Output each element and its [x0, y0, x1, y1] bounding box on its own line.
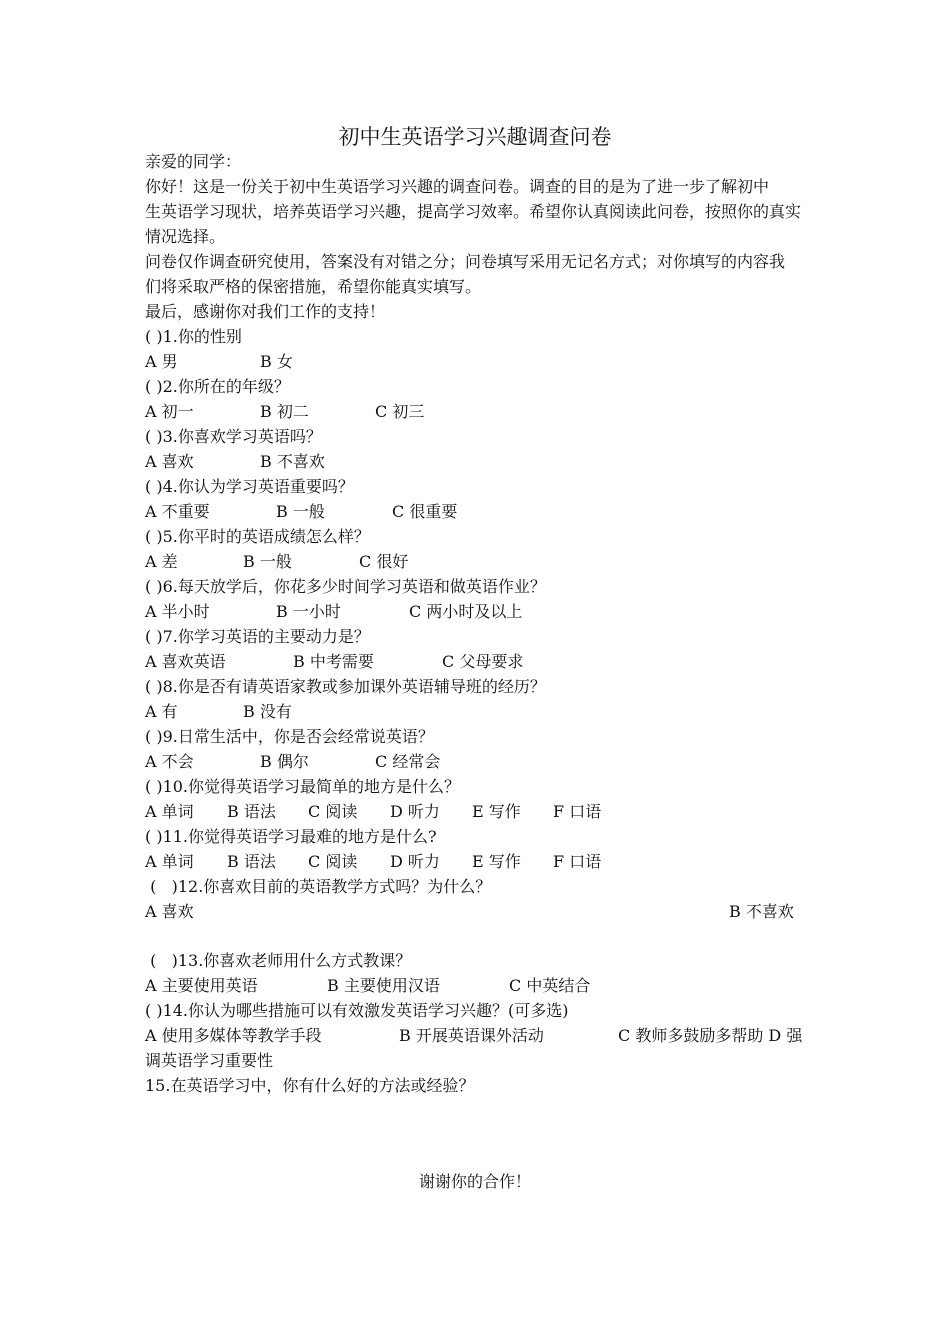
q3-option-a: A 喜欢: [145, 452, 194, 471]
q13-option-b: B 主要使用汉语: [327, 976, 440, 995]
question-6: ( )6.每天放学后，你花多少时间学习英语和做英语作业？: [145, 577, 546, 596]
intro-paragraph-1-line-1: 你好！这是一份关于初中生英语学习兴趣的调查问卷。调查的目的是为了进一步了解初中: [145, 177, 770, 196]
q1-option-b: B 女: [260, 352, 293, 371]
q10-option-d: D 听力: [390, 802, 440, 821]
page-title: 初中生英语学习兴趣调查问卷: [338, 125, 612, 149]
question-2: ( )2.你所在的年级？: [145, 377, 290, 396]
question-5: ( )5.你平时的英语成绩怎么样？: [145, 527, 370, 546]
q10-option-e: E 写作: [472, 802, 521, 821]
q11-option-d: D 听力: [390, 852, 440, 871]
intro-greeting: 亲爱的同学：: [145, 152, 242, 171]
question-8: ( )8.你是否有请英语家教或参加课外英语辅导班的经历？: [145, 677, 546, 696]
q6-option-a: A 半小时: [145, 602, 210, 621]
question-13: ( )13.你喜欢老师用什么方式教课？: [145, 951, 412, 970]
q2-option-a: A 初一: [145, 402, 194, 421]
q4-option-a: A 不重要: [145, 502, 210, 521]
q7-option-a: A 喜欢英语: [145, 652, 226, 671]
question-9: ( )9.日常生活中，你是否会经常说英语？: [145, 727, 434, 746]
question-12: ( )12.你喜欢目前的英语教学方式吗？为什么？: [145, 877, 492, 896]
q11-option-a: A 单词: [145, 852, 194, 871]
q14-option-b: B 开展英语课外活动: [399, 1026, 544, 1045]
q10-option-f: F 口语: [553, 802, 602, 821]
q5-option-c: C 很好: [359, 552, 409, 571]
question-1: ( )1.你的性别: [145, 327, 242, 346]
question-15: 15.在英语学习中，你有什么好的方法或经验？: [145, 1076, 475, 1095]
q11-option-c: C 阅读: [308, 852, 358, 871]
question-10: ( )10.你觉得英语学习最简单的地方是什么？: [145, 777, 461, 796]
question-11: ( )11.你觉得英语学习最难的地方是什么?: [145, 827, 437, 846]
q9-option-b: B 偶尔: [260, 752, 309, 771]
q11-option-e: E 写作: [472, 852, 521, 871]
intro-paragraph-3: 最后，感谢你对我们工作的支持！: [145, 302, 386, 321]
q9-option-c: C 经常会: [375, 752, 441, 771]
q3-option-b: B 不喜欢: [260, 452, 325, 471]
q14-option-c-d: C 教师多鼓励多帮助 D 强: [618, 1026, 803, 1045]
q8-option-a: A 有: [145, 702, 178, 721]
q11-option-b: B 语法: [227, 852, 276, 871]
q9-option-a: A 不会: [145, 752, 194, 771]
q7-option-c: C 父母要求: [442, 652, 524, 671]
question-7: ( )7.你学习英语的主要动力是？: [145, 627, 370, 646]
q2-option-b: B 初二: [260, 402, 309, 421]
question-3: ( )3.你喜欢学习英语吗？: [145, 427, 322, 446]
q13-option-c: C 中英结合: [509, 976, 591, 995]
q5-option-a: A 差: [145, 552, 178, 571]
closing-thanks: 谢谢你的合作！: [418, 1172, 531, 1191]
q14-option-a: A 使用多媒体等教学手段: [145, 1026, 322, 1045]
intro-paragraph-1-line-2: 生英语学习现状，培养英语学习兴趣，提高学习效率。希望你认真阅读此问卷，按照你的真实: [145, 202, 802, 221]
q6-option-b: B 一小时: [276, 602, 341, 621]
q4-option-b: B 一般: [276, 502, 325, 521]
q4-option-c: C 很重要: [392, 502, 458, 521]
q10-option-b: B 语法: [227, 802, 276, 821]
q12-option-b: B 不喜欢: [729, 902, 794, 921]
q7-option-b: B 中考需要: [293, 652, 374, 671]
q10-option-c: C 阅读: [308, 802, 358, 821]
q14-option-d-continued: 调英语学习重要性: [145, 1051, 274, 1070]
q13-option-a: A 主要使用英语: [145, 976, 258, 995]
q5-option-b: B 一般: [243, 552, 292, 571]
intro-paragraph-2-line-2: 们将采取严格的保密措施，希望你能真实填写。: [145, 277, 482, 296]
q11-option-f: F 口语: [553, 852, 602, 871]
q12-option-a: A 喜欢: [145, 902, 194, 921]
q6-option-c: C 两小时及以上: [409, 602, 523, 621]
intro-paragraph-2-line-1: 问卷仅作调查研究使用，答案没有对错之分；问卷填写采用无记名方式；对你填写的内容我: [145, 252, 786, 271]
intro-paragraph-1-line-3: 情况选择。: [145, 227, 226, 246]
q2-option-c: C 初三: [375, 402, 425, 421]
q8-option-b: B 没有: [243, 702, 292, 721]
question-14: ( )14.你认为哪些措施可以有效激发英语学习兴趣？(可多选): [145, 1001, 569, 1020]
q1-option-a: A 男: [145, 352, 178, 371]
q10-option-a: A 单词: [145, 802, 194, 821]
question-4: ( )4.你认为学习英语重要吗？: [145, 477, 354, 496]
